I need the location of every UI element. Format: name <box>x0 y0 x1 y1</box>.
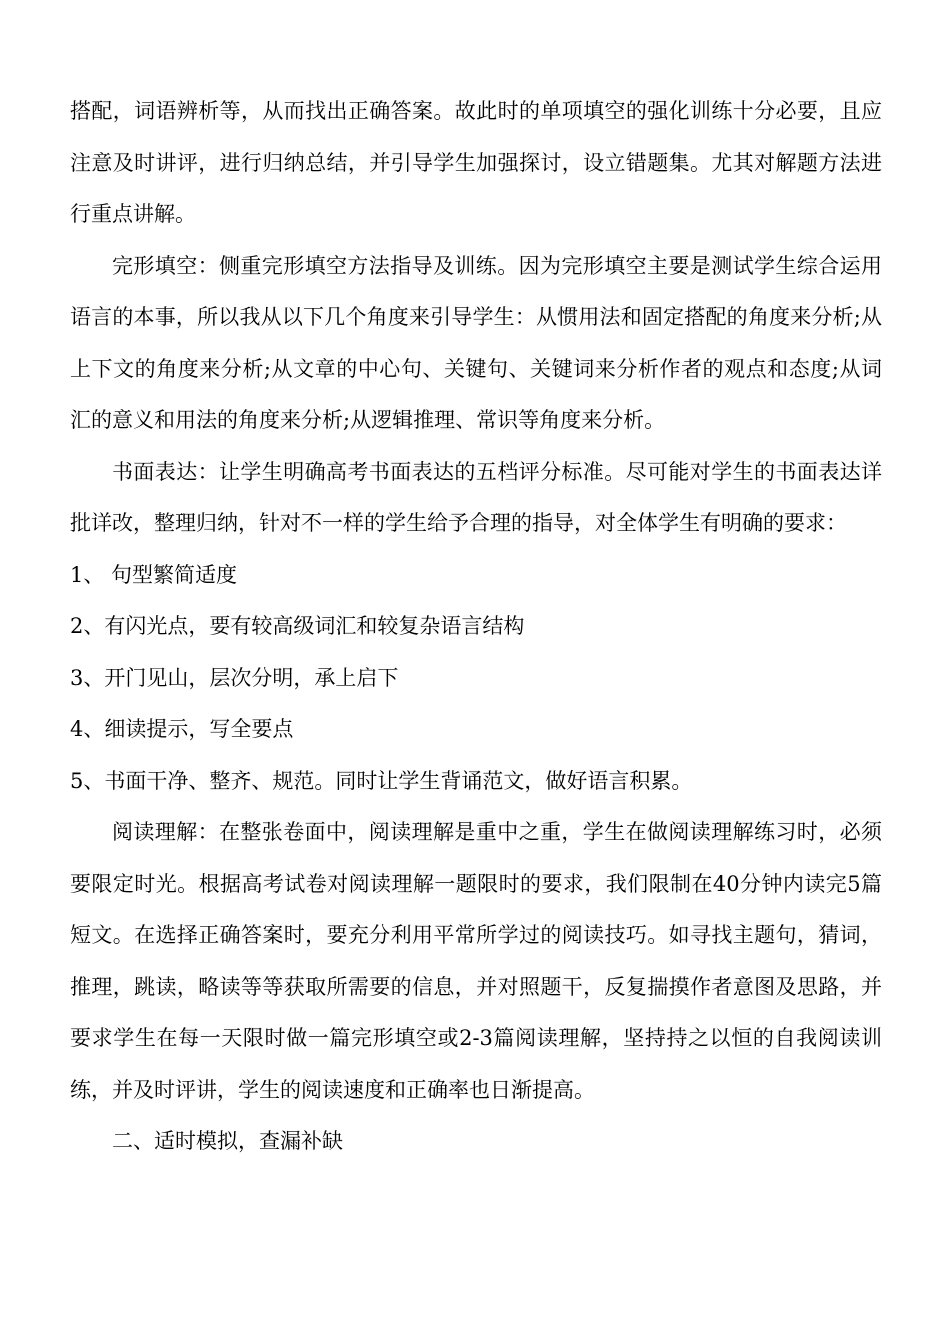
paragraph-cloze: 完形填空：侧重完形填空方法指导及训练。因为完形填空主要是测试学生综合运用语言的本事，所以我从以下几个角度来引导学生：从惯用法和固定搭配的角度来分析;从上下文的角度来分析;从文章的中心句、关键句、关键词来分析作者的观点和态度;从词汇的意义和用法的角度来分析;从逻辑推理、常识等角度来分析。 <box>70 253 882 432</box>
list-item: 1、 句型繁简适度 <box>70 562 238 587</box>
list-item: 5、书面干净、整齐、规范。同时让学生背诵范文，做好语言积累。 <box>70 768 693 793</box>
list-item: 3、开门见山，层次分明，承上启下 <box>70 665 399 690</box>
paragraph-reading: 阅读理解：在整张卷面中，阅读理解是重中之重，学生在做阅读理解练习时，必须要限定时光。根据高考试卷对阅读理解一题限时的要求，我们限制在40分钟内读完5篇短文。在选择正确答案时，要充分利用平常所学过的阅读技巧。如寻找主题句，猜词，推理，跳读，略读等等获取所需要的信息，并对照题干，反复揣摸作者意图及思路，并要求学生在每一天限时做一篇完形填空或2-3篇阅读理解，坚持持之以恒的自我阅读训练，并及时评讲，学生的阅读速度和正确率也日渐提高。 <box>70 820 882 1102</box>
paragraph-writing: 书面表达：让学生明确高考书面表达的五档评分标准。尽可能对学生的书面表达详批详改，整理归纳，针对不一样的学生给予合理的指导，对全体学生有明确的要求： <box>70 459 882 535</box>
requirements-list <box>70 550 882 808</box>
document-page <box>70 86 882 1168</box>
list-item: 4、细读提示，写全要点 <box>70 717 294 741</box>
section-heading: 二、适时模拟，查漏补缺 <box>112 1129 343 1153</box>
list-item: 2、有闪光点，要有较高级词汇和较复杂语言结构 <box>70 614 525 638</box>
paragraph-single-choice: 搭配，词语辨析等，从而找出正确答案。故此时的单项填空的强化训练十分必要，且应注意及时讲评，进行归纳总结，并引导学生加强探讨，设立错题集。尤其对解题方法进行重点讲解。 <box>70 99 882 226</box>
